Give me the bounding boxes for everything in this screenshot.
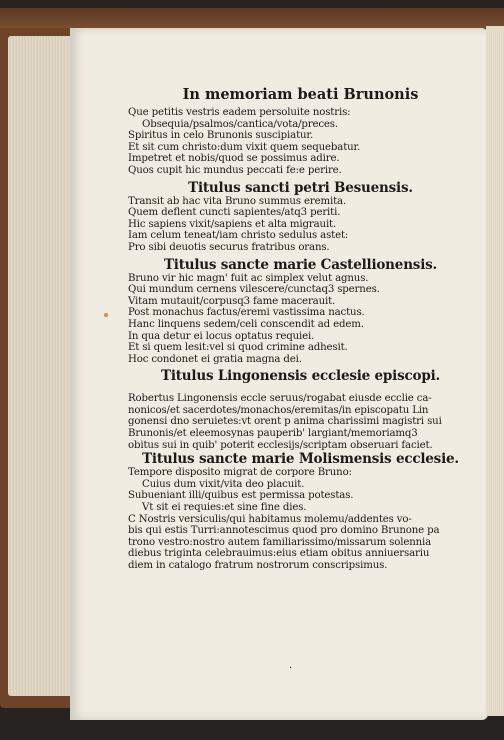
section-heading: Titulus Lingonensis ecclesie episcopi. bbox=[160, 368, 440, 385]
text-line: Bruno vir hic magn' fuit ac simplex velut agnus. bbox=[128, 272, 369, 284]
text-line: Hic sapiens vixit/sapiens et alta migrauit. bbox=[128, 218, 337, 230]
poem-section-2 bbox=[128, 196, 473, 254]
section-heading: Titulus sancte marie Molismensis ecclesie. bbox=[142, 451, 459, 468]
text-line: Qui mundum cernens vilescere/cunctaq3 spernes. bbox=[128, 284, 380, 296]
text-line: diem in catalogo fratrum nostrorum conscripsimus. bbox=[128, 560, 388, 571]
text-line: Et si quem lesit:vel si quod crimine adhesit. bbox=[128, 342, 348, 354]
text-line: Iam celum teneat/iam christo sedulus astet: bbox=[128, 230, 349, 242]
text-line: Spiritus in celo Brunonis suscipiatur. bbox=[128, 130, 314, 142]
text-line: Subueniant illi/quibus est permissa potestas. bbox=[128, 490, 354, 502]
text-line: trono vestro:nostro autem familiarissimo/missarum solennia bbox=[128, 536, 432, 548]
text-line: obitus sui in quib' poterit ecclesijs/scriptam obseruari faciet. bbox=[128, 439, 433, 451]
prose-section-4 bbox=[128, 393, 473, 451]
text-line: Brunonis/et eleemosynas pauperib' largiant/memoriamq3 bbox=[128, 428, 418, 440]
footer-mark: . bbox=[289, 660, 293, 671]
text-line: Vt sit ei requies:et sine fine dies. bbox=[142, 502, 307, 514]
text-line: Post monachus factus/eremi vastissima nactus. bbox=[128, 307, 365, 319]
text-line: gonensi dno seruietes:vt orent p anima charissimi magistri sui bbox=[128, 416, 442, 428]
section-heading: Titulus sancti petri Besuensis. bbox=[188, 179, 413, 196]
page-edges-right bbox=[486, 26, 504, 716]
text-line: Vitam mutauit/corpusq3 fame macerauit. bbox=[128, 295, 336, 307]
text-line: nonicos/et sacerdotes/monachos/eremitas/in episcopatu Lin bbox=[128, 404, 429, 416]
text-line: Cuius dum vixit/vita deo placuit. bbox=[142, 478, 305, 490]
text-line: Robertus Lingonensis eccle seruus/rogabat eiusde ecclie ca- bbox=[128, 393, 432, 405]
poem-section-5 bbox=[128, 467, 473, 513]
page-title: In memoriam beati Brunonis bbox=[182, 86, 419, 103]
text-line: Tempore disposito migrat de corpore Bruno: bbox=[128, 467, 352, 479]
page-text bbox=[128, 86, 473, 572]
text-line: Hoc condonet ei gratia magna dei. bbox=[128, 353, 302, 365]
text-line: C Nostris versiculis/qui habitamus molemu/addentes vo- bbox=[128, 513, 412, 525]
text-line: Pro sibi deuotis securus fratribus orans. bbox=[128, 241, 330, 253]
section-heading: Titulus sancte marie Castellionensis. bbox=[163, 256, 438, 273]
text-line: bis qui estis Turri:annotescimus quod pro domino Brunone pa bbox=[128, 525, 440, 537]
text-line: Impetret et nobis/quod se possimus adire. bbox=[128, 153, 340, 165]
text-line: Quos cupit hic mundus peccati fe:e perire. bbox=[128, 164, 342, 176]
text-line: Et sit cum christo:dum vixit quem sequebatur. bbox=[128, 141, 361, 153]
poem-section-3 bbox=[128, 273, 473, 366]
page-edges-left bbox=[8, 36, 70, 696]
prose-section-6 bbox=[128, 514, 473, 572]
book-headband bbox=[0, 8, 504, 28]
text-line: Quem deflent cuncti sapientes/atq3 periti. bbox=[128, 207, 341, 219]
poem-section-1 bbox=[128, 107, 473, 177]
text-line: Transit ab hac vita Bruno summus eremita. bbox=[128, 195, 347, 207]
text-line: Que petitis vestris eadem persoluite nostris: bbox=[128, 107, 351, 118]
text-line: Hanc linquens sedem/celi conscendit ad edem. bbox=[128, 318, 364, 330]
text-line: Obsequia/psalmos/cantica/vota/preces. bbox=[142, 118, 338, 130]
ink-blot bbox=[104, 313, 108, 317]
text-line: In qua detur ei locus optatus requiei. bbox=[128, 330, 315, 342]
text-line: diebus triginta celebrauimus:eius etiam obitus anniuersariu bbox=[128, 548, 430, 560]
